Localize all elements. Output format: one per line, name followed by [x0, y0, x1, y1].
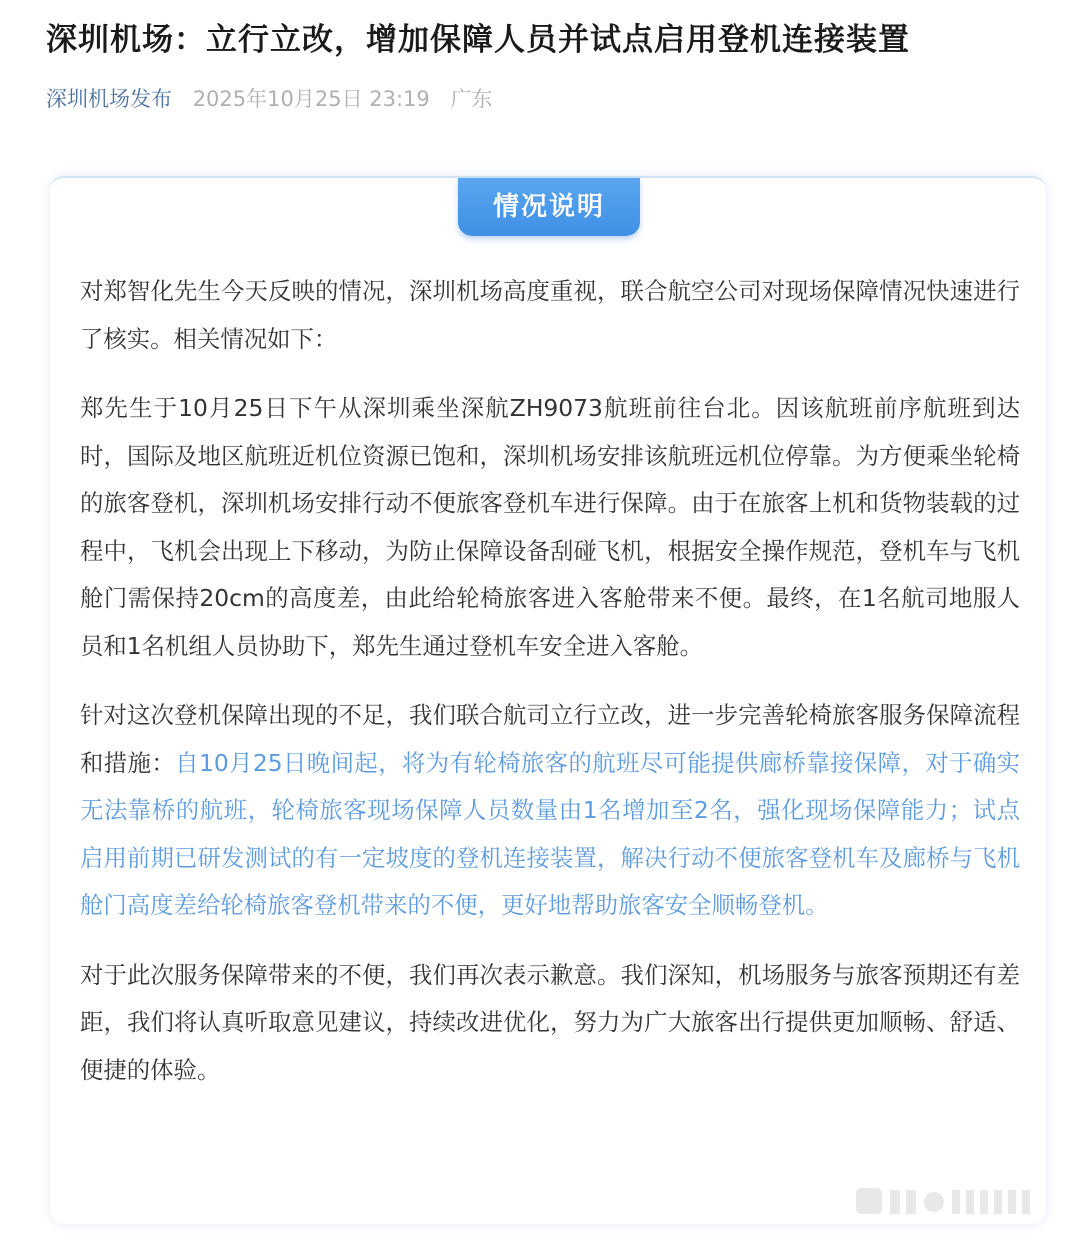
statement-body	[80, 268, 1020, 1094]
paragraph-apology: 对于此次服务保障带来的不便，我们再次表示歉意。我们深知，机场服务与旅客预期还有差距，我们将认真听取意见建议，持续改进优化，努力为广大旅客出行提供更加顺畅、舒适、便捷的体验。	[80, 960, 1020, 1084]
source-link[interactable]: 深圳机场发布	[46, 87, 172, 111]
publish-region: 广东	[450, 87, 493, 111]
measures-highlight-text: 自10月25日晚间起，将为有轮椅旅客的航班尽可能提供廊桥靠接保障，对于确实无法靠桥的航班，轮椅旅客现场保障人员数量由1名增加至2名，强化现场保障能力；试点启用前期已研发测试的有一定坡度的登机连接装置，解决行动不便旅客登机车及廊桥与飞机舱门高度差给轮椅旅客登机带来的不便，更好地帮助旅客安全顺畅登机。	[80, 748, 1021, 919]
article-meta	[46, 84, 492, 114]
card-header-tab	[458, 178, 640, 236]
paragraph-intro: 对郑智化先生今天反映的情况，深圳机场高度重视，联合航空公司对现场保障情况快速进行了核实。相关情况如下：	[80, 277, 1020, 353]
paragraph-measures	[80, 692, 1020, 930]
article-title: 深圳机场：立行立改，增加保障人员并试点启用登机连接装置	[46, 22, 910, 58]
paragraph-situation: 郑先生于10月25日下午从深圳乘坐深航ZH9073航班前往台北。因该航班前序航班到达时，国际及地区航班近机位资源已饱和，深圳机场安排该航班远机位停靠。为方便乘坐轮椅的旅客登机，深圳机场安排行动不便旅客登机车进行保障。由于在旅客上机和货物装载的过程中，飞机会出现上下移动，为防止保障设备刮碰飞机，根据安全操作规范，登机车与飞机舱门需保持20cm的高度差，由此给轮椅旅客进入客舱带来不便。最终，在1名航司地服人员和1名机组人员协助下，郑先生通过登机车安全进入客舱。	[80, 394, 1020, 660]
measures-lead-text: 针对这次登机保障出现的不足，我们联合航司立行立改，进一步完善轮椅旅客服务保障流程和措施：	[80, 701, 1020, 777]
publish-date: 2025年10月25日 23:19	[192, 87, 430, 111]
card-header-label: 情况说明	[492, 192, 605, 222]
statement-card	[50, 176, 1046, 1224]
watermark-icon	[854, 1184, 1054, 1220]
